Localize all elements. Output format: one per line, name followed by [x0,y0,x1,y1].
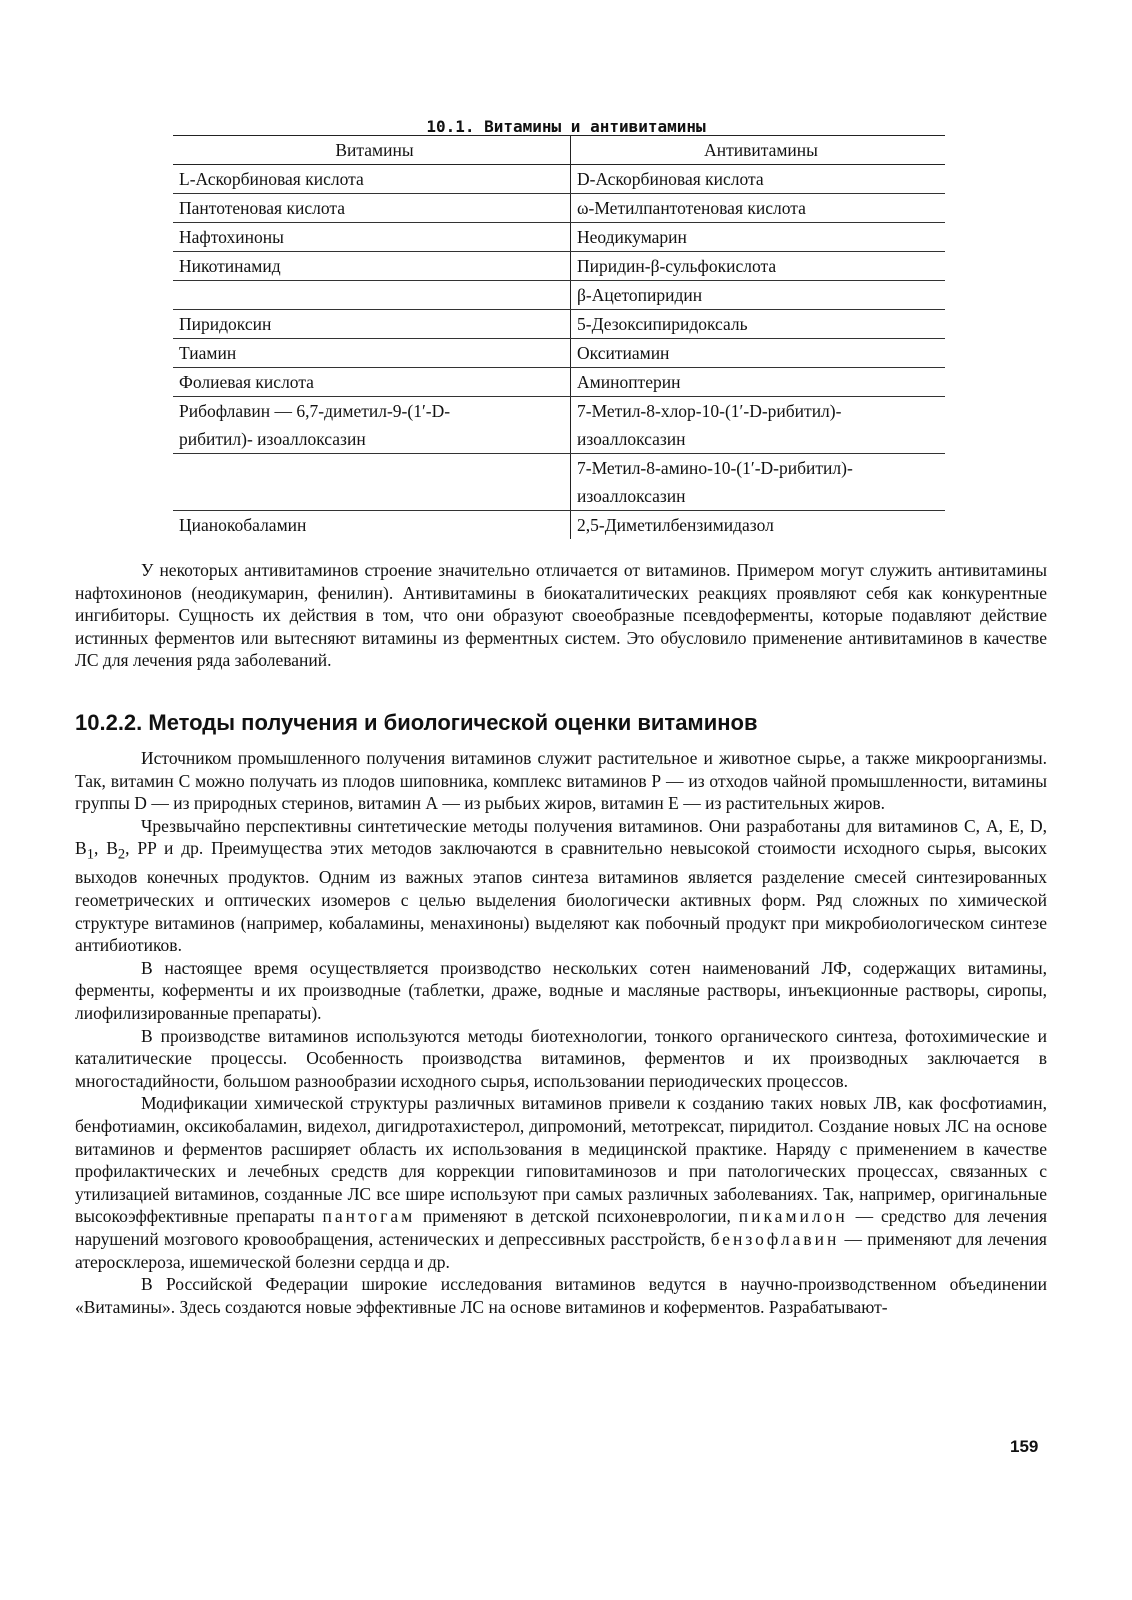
table-row [173,454,945,483]
vitamin-cell: Пиридоксин [173,310,571,339]
antivitamin-cell: Неодикумарин [571,223,946,252]
table-row [173,281,945,310]
antivitamin-cell: ω-Метилпантотеновая кислота [571,194,946,223]
table-row [173,194,945,223]
table-row [173,397,945,426]
paragraph-russia: В Российской Федерации широкие исследования витаминов ведутся в научно-производственном объединении «Витамины». Здесь создаются новые эффективные ЛС на основе витаминов и коферментов. Разрабатывают- [75,1274,1047,1317]
vitamins-table [173,135,945,539]
table-row [173,482,945,511]
vitamin-cell: рибитил)- изоаллоксазин [173,425,571,454]
column-header-vitamins: Витамины [173,136,571,165]
paragraph-production: В производстве витаминов используются методы биотехнологии, тонкого органического синтеза, фотохимические и каталитические процессы. Особенность производства витаминов, ферментов и их производных заключается в многостадийности, большом разнообразии исходного сырья, использовании периодических процессов. [75,1025,1047,1091]
section-body [75,747,1047,1318]
paragraph-modifications: Модификации химической структуры различных витаминов привели к созданию таких новых ЛВ, как фосфотиамин, бенфотиамин, оксикобаламин, видехол, дигидротахистерол, дипромоний, метотрексат, пиридитол. Создание новых ЛС на основе витаминов и ферментов расширяет область их использования в медицинской практике. Наряду с применением в качестве профилактических и лечебных средств для коррекции гиповитаминозов и при патологических процессах, связанных с утилизацией витаминов, созданные ЛС все шире используют при самых различных заболеваниях. Так, например, оригинальные высокоэффективные препараты пантогам применяют в детской психоневрологии, пикамилон — средство для лечения нарушений мозгового кровообращения, астенических и депрессивных расстройств, бензофлавин — применяют для лечения атеросклероза, ишемической болезни сердца и др. [75,1093,1048,1272]
vitamin-cell: Тиамин [173,339,571,368]
page-number: 159 [1010,1437,1039,1456]
table-row [173,165,945,194]
vitamin-cell: L-Аскорбиновая кислота [173,165,571,194]
intro-paragraph: У некоторых антивитаминов строение значительно отличается от витаминов. Примером могут служить антивитамины нафтохинонов (неодикумарин, фенилин). Антивитамины в биокаталитических реакциях проявляют себя как конкурентные ингибиторы. Сущность их действия в том, что они образуют своеобразные псевдоферменты, которые подавляют действие истинных ферментов или вытесняют витамины из ферментных систем. Это обусловило применение антивитаминов в качестве ЛС для лечения ряда заболеваний. [75,560,1047,671]
vitamin-cell: Пантотеновая кислота [173,194,571,223]
section-heading: 10.2.2. Методы получения и биологической оценки витаминов [75,710,758,735]
table-row [173,252,945,281]
antivitamin-cell: 2,5-Диметилбензимидазол [571,511,946,540]
paragraph-sources: Источником промышленного получения витаминов служит растительное и животное сырье, а также микроорганизмы. Так, витамин С можно получать из плодов шиповника, комплекс витаминов Р — из отходов чайной промышленности, витамины группы D — из природных стеринов, витамин А — из рыбьих жиров, витамин Е — из растительных жиров. [75,748,1047,814]
antivitamin-cell: D-Аскорбиновая кислота [571,165,946,194]
paragraph-synthesis: Чрезвычайно перспективны синтетические методы получения витаминов. Они разработаны для витаминов С, А, Е, D, $B_1$, $B_2$, PP и др. Преимущества этих методов заключаются в сравнительно невысокой стоимости исходного сырья, высоких выходов конечных продуктов. Одним из важных этапов синтеза витаминов является разделение смесей синтезированных геометрических и оптических изомеров с целью выделения биологически активных форм. Ряд сложных по химической структуре витаминов (например, кобаламины, менахиноны) выделяют как побочный продукт при микробиологическом синтезе антибиотиков. [75,815,1047,956]
term-pantogam: пантогам [322,1206,416,1227]
vitamin-cell [173,281,571,310]
antivitamin-cell: 5-Дезоксипиридоксаль [571,310,946,339]
table-title: 10.1. Витамины и антивитамины [426,117,706,136]
vitamin-cell: Рибофлавин — 6,7-диметил-9-(1′-D- [179,401,451,421]
antivitamin-cell: изоаллоксазин [571,482,946,511]
vitamin-cell: Никотинамид [173,252,571,281]
table-row [173,310,945,339]
antivitamin-cell: Аминоптерин [571,368,946,397]
antivitamin-cell: β-Ацетопиридин [571,281,946,310]
antivitamin-cell: 7-Метил-8-хлор-10-(1′-D-рибитил)- [571,397,946,426]
vitamin-cell: Нафтохиноны [173,223,571,252]
vitamin-cell [173,482,571,511]
antivitamin-cell: изоаллоксазин [571,425,946,454]
paragraph-dosage-forms: В настоящее время осуществляется производство нескольких сотен наименований ЛФ, содержащих витамины, ферменты, коферменты и их производные (таблетки, драже, водные и масляные растворы, инъекционные растворы, сиропы, лиофилизированные препараты). [75,957,1047,1024]
table-row [173,511,945,540]
table-row [173,425,945,454]
vitamin-cell: Цианокобаламин [179,515,307,535]
term-benzoflavin: бензофлавин [710,1228,840,1249]
table-row [173,339,945,368]
antivitamin-cell: Окситиамин [571,339,946,368]
term-picamilon: пикамилон [738,1206,848,1227]
antivitamin-cell: 7-Метил-8-амино-10-(1′-D-рибитил)- [571,454,946,483]
column-header-antivitamins: Антивитамины [571,136,946,165]
vitamin-cell [173,454,571,483]
vitamin-cell: Фолиевая кислота [173,368,571,397]
table-row [173,223,945,252]
antivitamin-cell: Пиридин-β-сульфокислота [571,252,946,281]
intro-text [75,559,1047,672]
table-row [173,368,945,397]
